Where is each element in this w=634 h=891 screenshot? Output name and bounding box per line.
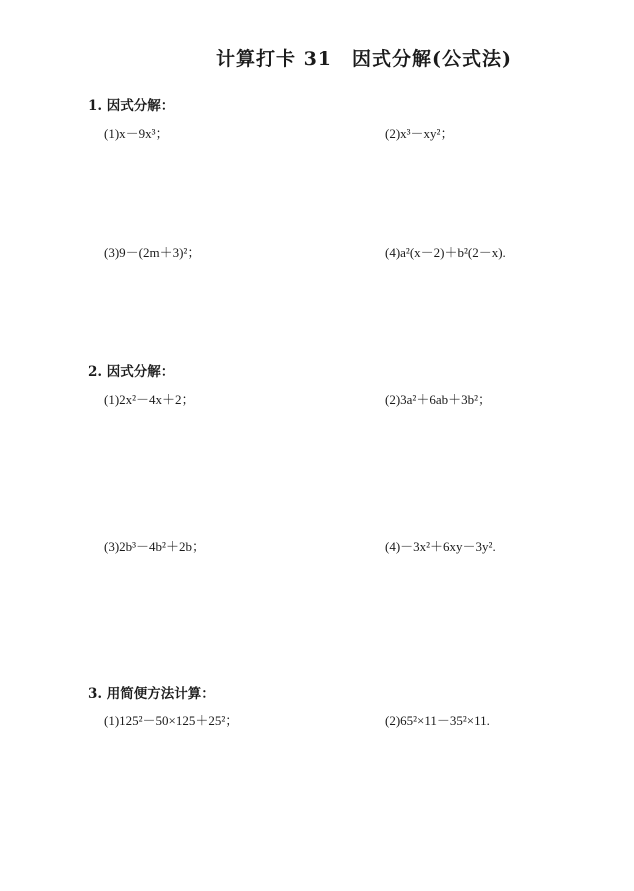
problem-1-3: (3)9－(2m＋3)²； — [104, 245, 201, 260]
problem-2-4: (4)－3x²＋6xy－3y². — [385, 539, 496, 554]
worksheet-title: 计算打卡 31 因式分解(公式法) — [215, 48, 513, 70]
section-3-heading: 3. 用简便方法计算： — [88, 686, 215, 702]
problem-1-4: (4)a²(x－2)＋b²(2－x). — [385, 245, 506, 260]
problem-1-2: (2)x³－xy²； — [385, 126, 454, 141]
problem-2-1: (1)2x²－4x＋2； — [104, 392, 195, 407]
problem-3-2: (2)65²×11－35²×11. — [385, 713, 490, 728]
problem-1-1: (1)x－9x³； — [104, 126, 169, 141]
section-1-heading: 1. 因式分解： — [88, 98, 175, 114]
problem-2-3: (3)2b³－4b²＋2b； — [104, 539, 205, 554]
section-2-heading: 2. 因式分解： — [88, 364, 175, 380]
problem-2-2: (2)3a²＋6ab＋3b²； — [385, 392, 491, 407]
problem-3-1: (1)125²－50×125＋25²； — [104, 713, 239, 728]
